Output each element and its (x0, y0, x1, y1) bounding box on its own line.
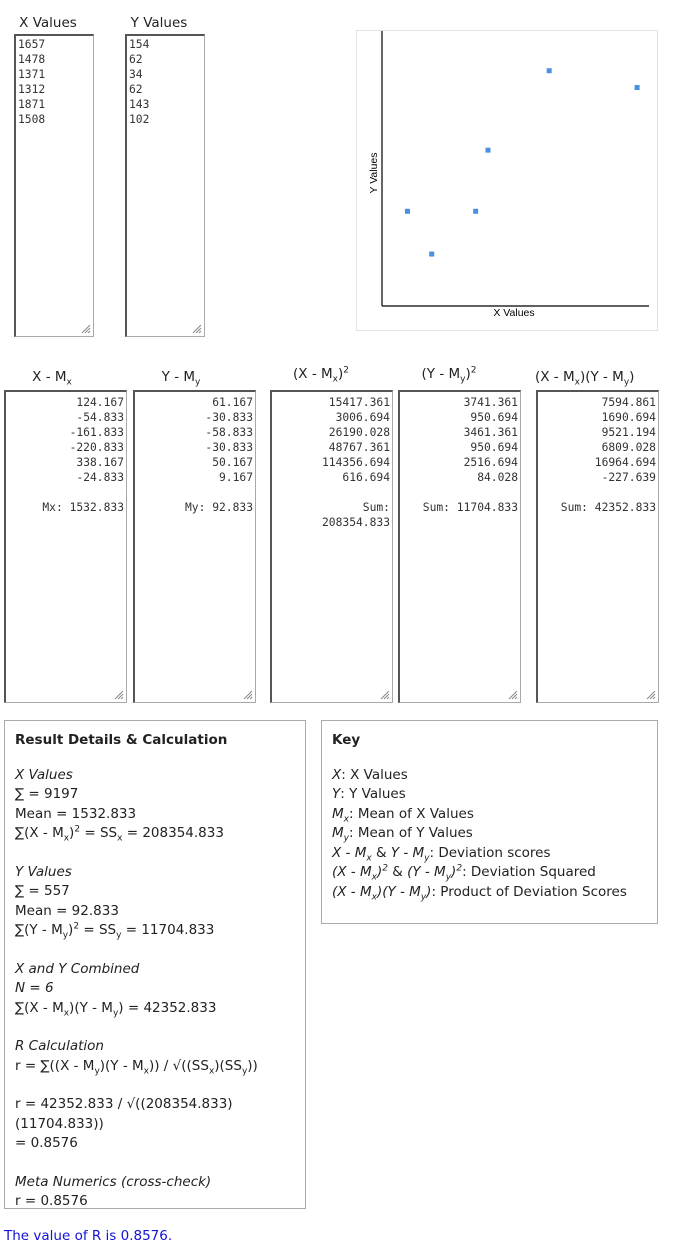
scatter-point (473, 209, 478, 214)
x-section-title: X Values (15, 766, 73, 783)
summary-line: Sum: (362, 501, 390, 514)
value-line: 143 (129, 98, 150, 111)
value-line: 616.694 (342, 471, 390, 484)
x-mean: Mean = 1532.833 (15, 805, 137, 822)
col-header-x-dev: X - $M_x$ (32, 369, 72, 388)
value-line: 114356.694 (321, 456, 390, 469)
x-deviation-output[interactable] (4, 390, 127, 703)
value-line: -227.639 (601, 471, 656, 484)
y-values-label: Y Values (130, 15, 188, 31)
summary-line: My: 92.833 (184, 501, 253, 514)
value-line: 3741.361 (463, 396, 518, 409)
value-line: -30.833 (205, 441, 253, 454)
value-line: 50.167 (212, 456, 253, 469)
value-line: 1690.694 (601, 411, 656, 424)
scatter-point (635, 85, 640, 90)
resize-grip-icon[interactable] (644, 688, 656, 700)
scatter-point (429, 252, 434, 257)
key-product: $(X - M_x)(Y - M_y)$: Product of Deviation Scores (332, 883, 627, 903)
meta-section-title: Meta Numerics (cross-check) (15, 1173, 212, 1190)
x-values-label: X Values (19, 15, 77, 31)
value-line: 6809.028 (601, 441, 656, 454)
y-sum: ∑ = 557 (15, 883, 70, 899)
r-result-text: The value of R is 0.8576. (4, 1228, 173, 1244)
resize-grip-icon[interactable] (506, 688, 518, 700)
value-line: 3461.361 (463, 426, 518, 439)
value-line: -24.833 (76, 471, 124, 484)
scatter-point (547, 68, 552, 73)
value-line: 1871 (18, 98, 46, 111)
value-line: 84.028 (477, 471, 518, 484)
summary-line: Sum: 11704.833 (422, 501, 518, 514)
xy-section-title: X and Y Combined (15, 960, 140, 977)
product-output[interactable] (536, 390, 659, 703)
result-details-panel (4, 720, 306, 1209)
value-line: 62 (129, 83, 143, 96)
xy-sum: $\sum(X - M_x)(Y - M_y) = 42352.833$ (15, 999, 217, 1019)
y-values-input[interactable] (125, 34, 205, 337)
resize-grip-icon[interactable] (190, 322, 202, 334)
value-line: 34 (129, 68, 143, 81)
r-calculation: r = 42352.833 / √((208354.833)(11704.833)) (15, 1096, 233, 1132)
summary-line: Mx: 1532.833 (42, 501, 124, 514)
x-ss-value: 208354.833 (142, 825, 224, 841)
result-details-title: Result Details & Calculation (15, 732, 228, 748)
value-line: -58.833 (205, 426, 253, 439)
key-panel (321, 720, 658, 924)
value-line: 48767.361 (328, 441, 390, 454)
value-line: 16964.694 (594, 456, 656, 469)
y-mean: Mean = 92.833 (15, 902, 119, 919)
value-line: 9521.194 (601, 426, 656, 439)
key-title: Key (332, 732, 361, 748)
key-squared: $(X - M_x)^2$ & $(Y - M_y)^2$: Deviation Squared (332, 863, 596, 883)
r-equals: = 0.8576 (15, 1135, 78, 1151)
value-line: 1371 (18, 68, 46, 81)
col-header-y-sq: $(Y - M_y)^2$ (421, 365, 477, 385)
col-header-product: $(X - M_x)(Y - M_y)$ (535, 369, 635, 388)
key-mx: $M_x$: Mean of X Values (332, 805, 474, 825)
x-ss: $\sum(X - M_x)^2 = SS_x = 208354.833$ (15, 824, 224, 844)
y-ss-value: 11704.833 (141, 922, 215, 938)
value-line: 950.694 (470, 411, 518, 424)
r-section-title: R Calculation (15, 1038, 104, 1054)
value-line: 9.167 (218, 471, 253, 484)
y-section-title: Y Values (15, 863, 72, 880)
x-squared-output[interactable] (270, 390, 393, 703)
resize-grip-icon[interactable] (112, 688, 124, 700)
y-axis-label: Y Values (368, 152, 380, 194)
value-line: 124.167 (76, 396, 124, 409)
scatter-point (485, 148, 490, 153)
key-y: Y: Y Values (332, 786, 406, 802)
value-line: 2516.694 (463, 456, 518, 469)
value-line: 1508 (18, 113, 46, 126)
y-deviation-output[interactable] (133, 390, 256, 703)
x-values-input[interactable] (14, 34, 94, 337)
n-count: N = 6 (15, 980, 54, 996)
col-header-x-sq: $(X - M_x)^2$ (293, 365, 349, 385)
value-line: 950.694 (470, 441, 518, 454)
value-line: -220.833 (69, 441, 124, 454)
resize-grip-icon[interactable] (241, 688, 253, 700)
summary-line: Sum: 42352.833 (560, 501, 656, 514)
value-line: -161.833 (69, 426, 124, 439)
value-line: 15417.361 (328, 396, 390, 409)
scatter-points (405, 68, 640, 256)
value-line: 62 (129, 53, 143, 66)
value-line: -54.833 (76, 411, 124, 424)
scatter-plot (356, 30, 658, 331)
value-line: 1657 (18, 38, 46, 51)
scatter-point (405, 209, 410, 214)
r-formula: $r = \sum((X - M_y)(Y - M_x)) / √((SS_x)(SS_y))$ (15, 1057, 258, 1077)
key-deviation: X - $M_x$ & Y - $M_y$: Deviation scores (332, 844, 551, 864)
value-line: 61.167 (212, 396, 253, 409)
x-sum: ∑ = 9197 (15, 786, 79, 802)
value-line: 1312 (18, 83, 46, 96)
meta-r-value: r = 0.8576 (15, 1193, 88, 1209)
value-line: 1478 (18, 53, 46, 66)
col-header-y-dev: Y - $M_y$ (161, 369, 201, 388)
resize-grip-icon[interactable] (378, 688, 390, 700)
value-line: 102 (129, 113, 150, 126)
key-my: $M_y$: Mean of Y Values (332, 825, 473, 844)
value-line: -30.833 (205, 411, 253, 424)
value-line: 7594.861 (601, 396, 656, 409)
xy-sum-value: 42352.833 (143, 999, 217, 1016)
key-x: X: X Values (332, 766, 408, 783)
value-line: 26190.028 (328, 426, 390, 439)
x-axis-label: X Values (493, 307, 535, 319)
y-squared-output[interactable] (398, 390, 521, 703)
resize-grip-icon[interactable] (79, 322, 91, 334)
summary-line: 208354.833 (321, 516, 390, 529)
value-line: 154 (129, 38, 150, 51)
value-line: 338.167 (76, 456, 124, 469)
value-line: 3006.694 (335, 411, 390, 424)
y-ss: $\sum(Y - M_y)^2 = SS_y = 11704.833$ (15, 921, 215, 941)
